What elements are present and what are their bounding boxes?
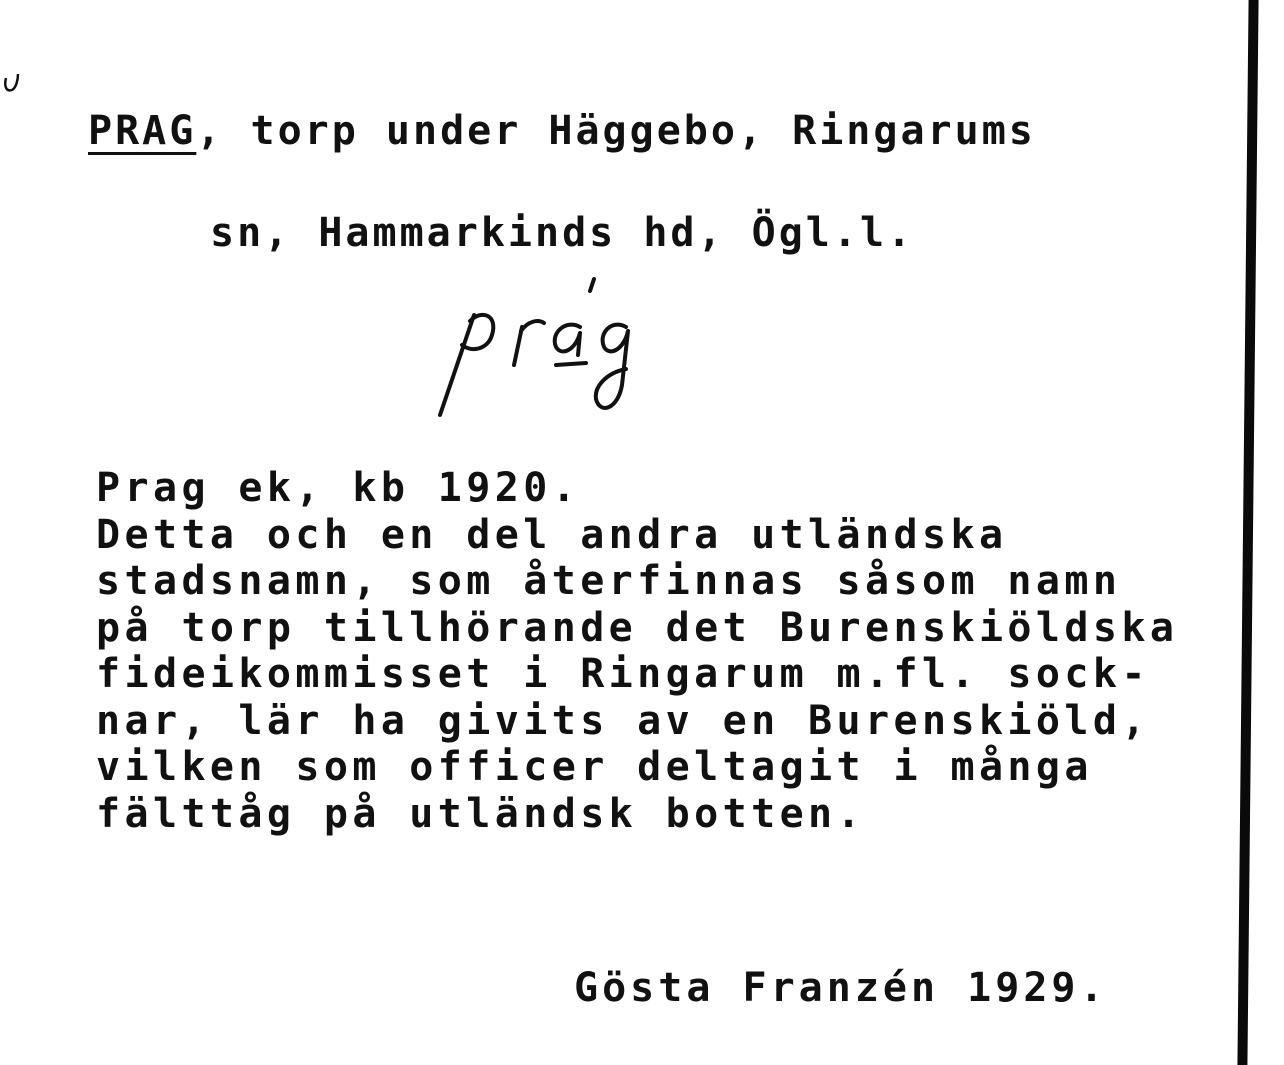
stray-pen-mark — [0, 60, 24, 100]
heading-line-1 — [88, 108, 1036, 154]
body-line: på torp tillhörande det Burenskiöldska — [96, 604, 1179, 651]
handwritten-pronunciation — [430, 275, 670, 425]
signature: Gösta Franzén 1929. — [574, 965, 1108, 1011]
body-line: nar, lär ha givits av en Burenskiöld, — [96, 697, 1150, 744]
place-name: PRAG — [88, 108, 197, 154]
body-line: vilken som officer deltagit i många — [96, 744, 1093, 790]
body-line: stadsnamn, som återfinnas såsom namn — [96, 558, 1122, 604]
body-line: fideikommisset i Ringarum m.fl. sock- — [96, 651, 1150, 697]
body-line: fälttåg på utländsk botten. — [96, 790, 866, 837]
heading-line-1-rest: , torp under Häggebo, Ringarums — [196, 108, 1036, 154]
body-line: Detta och en del andra utländska — [96, 511, 1008, 558]
card-body — [96, 465, 1226, 837]
body-line: Prag ek, kb 1920. — [96, 465, 581, 511]
heading-line-2: sn, Hammarkinds hd, Ögl.l. — [210, 210, 915, 256]
card-edge-line — [1237, 0, 1258, 1065]
